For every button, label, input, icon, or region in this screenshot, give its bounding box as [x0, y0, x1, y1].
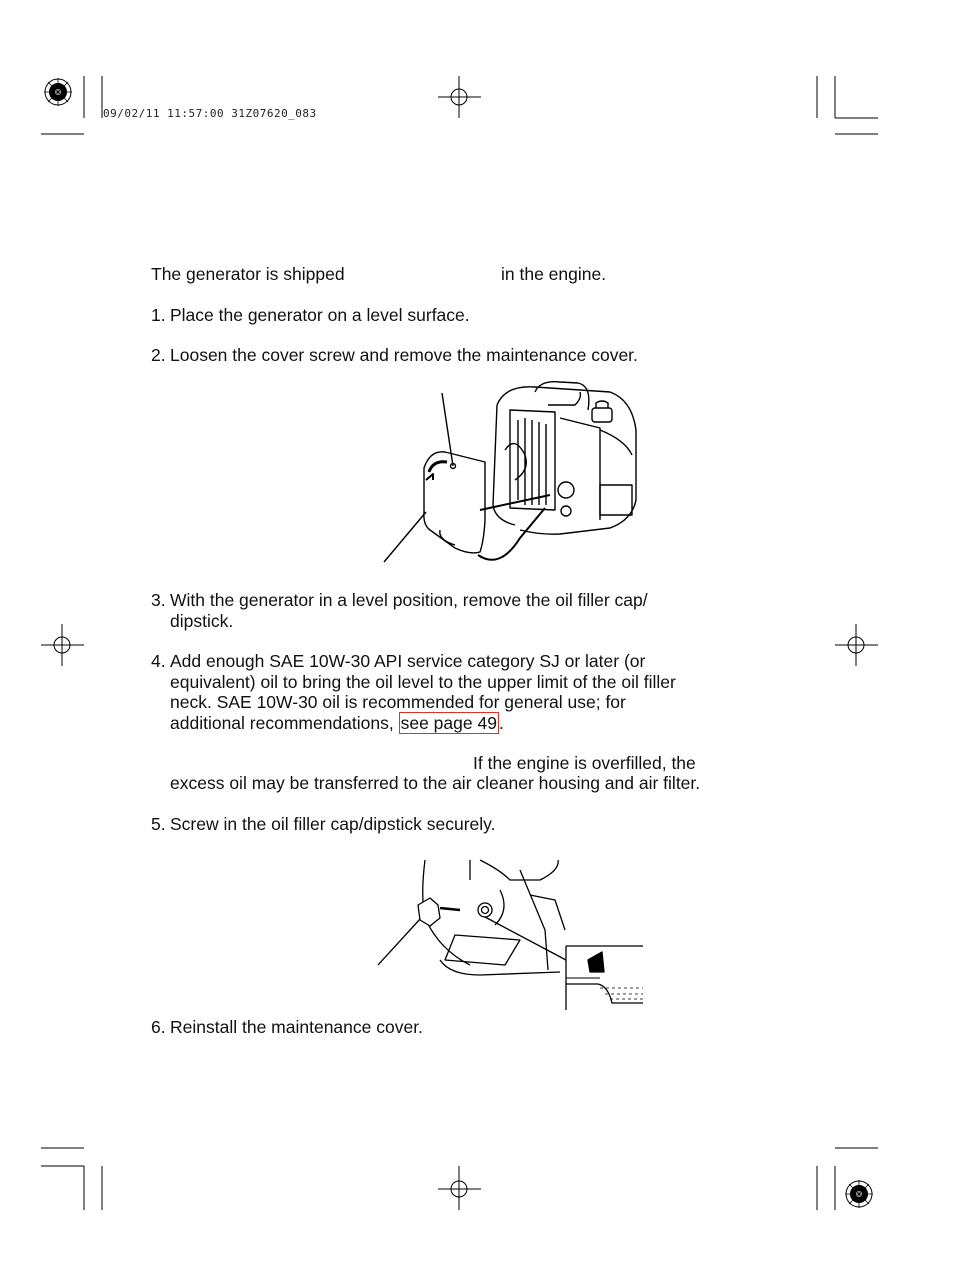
- step-text-line-1: With the generator in a level position, remove the oil filler cap/: [170, 590, 648, 610]
- step-number: 5.: [151, 814, 166, 834]
- step-6: [151, 1017, 423, 1038]
- step-number: 1.: [151, 305, 166, 325]
- step-text-suffix: .: [498, 712, 504, 733]
- overfill-warning-line-2: excess oil may be transferred to the air cleaner housing and air filter.: [170, 773, 701, 793]
- overfill-warning-line-1: If the engine is overfilled, the: [473, 753, 696, 773]
- step-number: 4.: [151, 651, 166, 671]
- step-text-line-2: equivalent) oil to bring the oil level to the upper limit of the oil filler: [170, 671, 676, 692]
- step-number: 3.: [151, 590, 166, 610]
- step-text: Place the generator on a level surface.: [170, 305, 470, 325]
- step-text: Loosen the cover screw and remove the maintenance cover.: [170, 345, 638, 365]
- print-stamp: 09/02/11 11:57:00 31Z07620_083: [103, 107, 317, 120]
- intro-text-before: The generator is shipped: [151, 264, 345, 284]
- step-text: Reinstall the maintenance cover.: [170, 1017, 423, 1037]
- step-text-line-3: neck. SAE 10W-30 oil is recommended for general use; for: [170, 692, 626, 712]
- step-number: 2.: [151, 345, 166, 365]
- step-text-line-2: dipstick.: [170, 610, 234, 631]
- intro-text-after: in the engine.: [501, 264, 607, 284]
- step-text-prefix: additional recommendations,: [170, 712, 399, 733]
- see-page-49-link[interactable]: see page 49: [400, 712, 497, 733]
- step-text-line-1: Add enough SAE 10W-30 API service category SJ or later (or: [170, 651, 646, 671]
- step-number: 6.: [151, 1017, 166, 1037]
- step-text: Screw in the oil filler cap/dipstick securely.: [170, 814, 496, 834]
